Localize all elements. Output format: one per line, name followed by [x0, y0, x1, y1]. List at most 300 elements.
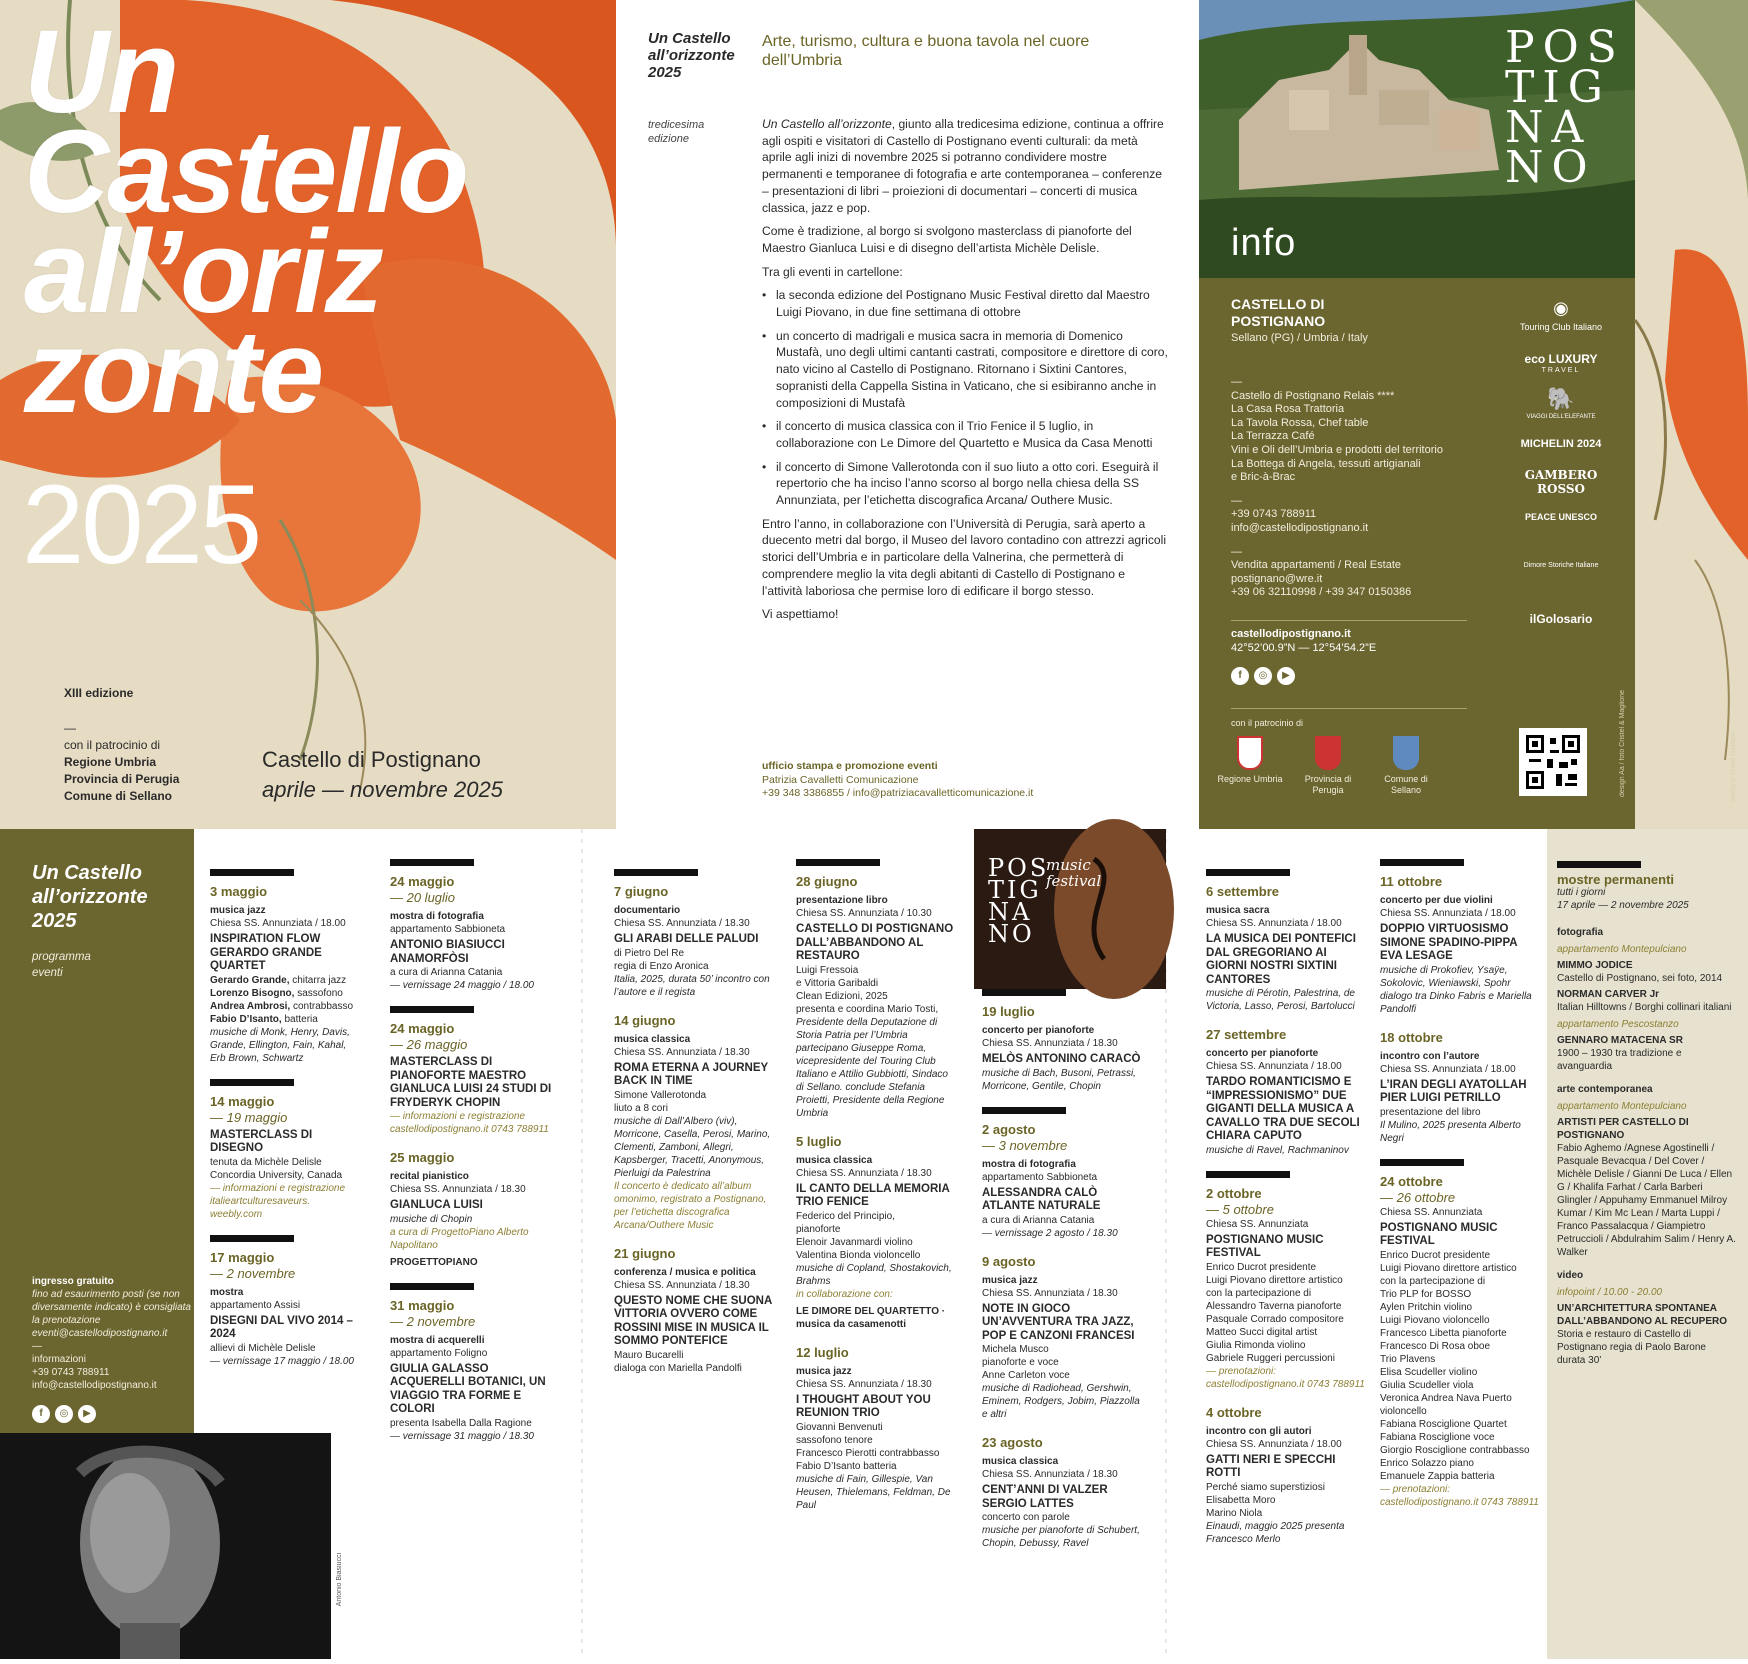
cover-place: Castello di Postignano aprile — novembre 2025	[262, 745, 503, 805]
event-bar	[390, 859, 474, 866]
event-note: musiche di Prokofiev, Ysaÿe, Sokolovic, Wieniawski, Spohr dialogo tra Dinko Fabris e Mariella Pandolfi	[1380, 964, 1532, 1015]
event-detail: Elisabetta Moro	[1206, 1494, 1276, 1506]
crest-provincia: Provincia di Perugia	[1293, 736, 1363, 796]
event-item	[1206, 1171, 1366, 1391]
event-date: 25 maggio	[390, 1150, 455, 1165]
event-category: incontro con gli autori	[1206, 1425, 1312, 1437]
instagram-icon[interactable]: ◎	[1254, 667, 1272, 685]
intro-bullets	[762, 287, 1168, 508]
bust-credit: Antonio Biasiucci	[336, 1553, 343, 1607]
cover-year: 2025	[22, 462, 260, 587]
info-title: info	[1231, 222, 1297, 264]
event-note: musiche di Monk, Henry, Davis, Grande, Ellington, Fain, Kahal, Erb Brown, Schwartz	[210, 1026, 350, 1064]
event-date: 2 agosto	[982, 1121, 1036, 1137]
event-location: Chiesa SS. Annunziata / 18.00	[1206, 1061, 1342, 1072]
mostre-content: mostre permanenti tutti i giorni 17 aprile — 2 novembre 2025 fotografia appartamento Montepulciano MIMMO JODICE Castello di Postignano, sei foto, 2014 NORMAN CARVER Jr Italian Hilltowns / Borghi collinari italiani appartamento Pescostanzo GENNARO MATACENA SR 1900 – 1930 tra tradizione e avanguardia arte contemporanea appartamento Montepulciano ARTISTI PER CASTELLO DI POSTIGNANO Fabio Aghemo /Agnese Agostinelli / Pasquale Bevacqua / Del Cover / Michèle Delisle / Gianni De Luca / Ellen G / Khalifa Farhat / Carla Barberi Glingler / Appuhamy Emmanuel Milroy Kumar / Kim Mc Lean / Marta Luppi / Franco Passalacqua / Giampietro Petruccioli / Abdulrahim Salim / Henry A. Walker video infopoint / 10.00 - 20.00 UN’ARCHITETTURA SPONTANEA DALL’ABBANDONO AL RECUPERO Storia e restauro di Castello di Postignano regia di Paolo Barone durata 30’	[1557, 872, 1736, 1366]
event-item	[796, 1134, 958, 1331]
festival-letters: POS TIG NA NO	[988, 854, 1050, 948]
brand-unesco: PEACE UNESCO	[1524, 512, 1597, 522]
event-title: MASTERCLASS DI PIANOFORTE MAESTRO GIANLUCA LUISI 24 STUDI DI FRYDERYK CHOPIN	[390, 1056, 552, 1109]
mostre-artist: MIMMO JODICE	[1557, 960, 1633, 971]
event-item	[390, 1283, 560, 1443]
event-date: 12 luglio	[796, 1344, 849, 1360]
cover-patronage: — con il patrocinio di Regione Umbria Provincia di Perugia Comune di Sellano	[64, 721, 180, 803]
event-detail: Emanuele Zappia batteria	[1380, 1470, 1495, 1482]
intro-paragraph: Vi aspettiamo!	[762, 607, 839, 622]
event-date: 19 luglio	[982, 1004, 1035, 1019]
event-note: — vernissage 17 maggio / 18.00	[210, 1355, 354, 1367]
event-detail: Valentina Bionda violoncello	[796, 1249, 921, 1261]
event-detail: e Vittoria Garibaldi	[796, 977, 879, 989]
mostre-description: Fabio Aghemo /Agnese Agostinelli / Pasquale Bevacqua / Del Cover / Michèle Delisle / Gianni De Luca / Ellen G / Khalifa Farhat / Carla Barberi Glingler / Appuhamy Emmanuel Milroy Kumar / Kim Mc Lean / Marta Luppi / Franco Passalacqua / Giampietro Petruccioli / Abdulrahim Salim / Henry A. Walker	[1557, 1143, 1736, 1258]
event-detail: Gabriele Ruggeri percussioni	[1206, 1352, 1335, 1364]
event-title: MELÒS ANTONINO CARACÒ	[982, 1053, 1141, 1065]
event-detail: Giulia Scudeller viola	[1380, 1379, 1474, 1391]
event-detail: Clean Edizioni, 2025	[796, 990, 888, 1002]
event-date: 18 ottobre	[1380, 1029, 1443, 1045]
program-column	[1380, 859, 1540, 1523]
event-detail: Elenoir Javanmardi violino	[796, 1236, 913, 1248]
event-title: IL CANTO DELLA MEMORIA TRIO FENICE	[796, 1182, 950, 1208]
event-location: Chiesa SS. Annunziata / 18.30	[982, 1287, 1118, 1299]
event-category: recital pianistico	[390, 1171, 469, 1182]
event-detail: allievi di Michèle Delisle	[210, 1342, 316, 1354]
event-item	[614, 869, 774, 999]
event-end-date: — 2 novembre	[210, 1265, 296, 1281]
event-detail: Trio PLP for BOSSO	[1380, 1288, 1472, 1300]
touring-logo-icon: ◉	[1553, 298, 1569, 318]
event-category: documentario	[614, 905, 681, 916]
event-end-date: — 26 maggio	[390, 1037, 468, 1052]
event-bar	[1206, 869, 1290, 876]
event-detail: a cura di Arianna Catania	[390, 967, 503, 978]
event-note: musiche di Radiohead, Gershwin, Eminem, Rodgers, Jobim, Piazzolla e altri	[982, 1383, 1140, 1420]
event-bar	[210, 869, 294, 876]
cover-title-line: all’oriz	[24, 206, 382, 338]
event-item	[390, 1150, 560, 1269]
patron: Provincia di Perugia	[64, 772, 180, 786]
event-item	[982, 1107, 1147, 1240]
cover-edition: XIII edizione	[64, 686, 134, 700]
permanent-exhibitions	[1547, 829, 1748, 1659]
event-partner-logo: LE DIMORE DEL QUARTETTO · musica da casamenotti	[796, 1305, 946, 1330]
castle-name: CASTELLO DI POSTIGNANO	[1231, 296, 1326, 329]
event-detail: presenta e coordina Mario Tosti,	[796, 1003, 939, 1015]
brand-ecoluxury: eco LUXURY	[1524, 352, 1598, 366]
brand-logos: ◉ Touring Club Italiano eco LUXURY TRAVEL 🐘 VIAGGI DELL’ELEFANTE MICHELIN 2024 GAMBERO ROSSO PEACE UNESCO Dimore Storiche Italiane ilGolosario	[1501, 0, 1621, 640]
event-detail: Aylen Pritchin violino	[1380, 1301, 1473, 1313]
event-location: Chiesa SS. Annunziata / 10.30	[796, 908, 932, 919]
info-patronage: con il patrocinio di	[1231, 718, 1304, 728]
event-item	[982, 1254, 1147, 1422]
event-performer: Fabio D’Isanto, batteria	[210, 1013, 318, 1025]
event-title: DISEGNI DAL VIVO 2014 – 2024	[210, 1314, 353, 1340]
event-booking-info: in collaborazione con:	[796, 1288, 893, 1300]
cover-title-line: Castello	[24, 106, 468, 238]
program-subtitle: programma eventi	[32, 951, 91, 979]
phone-link[interactable]: +39 0743 788911	[1231, 508, 1317, 521]
mostre-title: mostre permanenti	[1557, 872, 1675, 887]
event-item	[1380, 1159, 1540, 1509]
event-title: DOPPIO VIRTUOSISMO SIMONE SPADINO-PIPPA EVA LESAGE	[1380, 923, 1518, 962]
program-column	[796, 859, 958, 1526]
event-detail: Simone Vallerotonda	[614, 1089, 707, 1101]
program-column	[614, 869, 774, 1389]
event-detail: Elisa Scudeller violino	[1380, 1366, 1478, 1378]
event-location: appartamento Foligno	[390, 1347, 488, 1359]
event-note: musiche di Copland, Shostakovich, Brahms	[796, 1262, 952, 1287]
event-location: Chiesa SS. Annunziata / 18.30	[982, 1038, 1118, 1049]
youtube-icon[interactable]: ▶	[1277, 667, 1295, 685]
press-contact-link[interactable]: +39 348 3386855 / info@patriziacavalletticomunicazione.it	[762, 787, 1034, 799]
mostre-artist: GENNARO MATACENA SR	[1557, 1035, 1683, 1046]
event-performer: Gerardo Grande, chitarra jazz	[210, 974, 347, 986]
event-detail: Fabio D’Isanto batteria	[796, 1460, 897, 1472]
event-title: GATTI NERI E SPECCHI ROTTI	[1206, 1453, 1336, 1479]
event-end-date: — 3 novembre	[982, 1137, 1068, 1153]
event-note: Presidente della Deputazione di Storia Patria per l’Umbria partecipano Giuseppe Roma, vicepresidente del Touring Club Italiano e Attilio Gubbiotti, Sindaco di Sellano. conclude Stefania Proietti, Presidente della Regione Umbria	[796, 1016, 948, 1119]
event-detail: Marino Niola	[1206, 1507, 1263, 1519]
crest-comune: Comune di Sellano	[1371, 736, 1441, 796]
event-title: MASTERCLASS DI DISEGNO	[210, 1128, 313, 1154]
intro-paragraph: Come è tradizione, al borgo si svolgono masterclass di pianoforte del Maestro Gianluca Luisi e di disegno dell’artista Michèle Delisle.	[762, 224, 1132, 255]
event-location: Chiesa SS. Annunziata / 18.00	[210, 918, 346, 929]
mostre-place: infopoint / 10.00 - 20.00	[1557, 1287, 1663, 1298]
event-title: POSTIGNANO MUSIC FESTIVAL	[1380, 1221, 1498, 1247]
divider	[1231, 708, 1467, 709]
mostre-section-heading: video	[1557, 1270, 1584, 1281]
website-block	[1231, 627, 1376, 655]
mostre-description: Italian Hilltowns / Borghi collinari italiani	[1557, 1002, 1732, 1013]
intro-bullet: • un concerto di madrigali e musica sacra in memoria di Domenico Mustafà, uno degli ultimi cantanti castrati, compositore e direttore di coro, nato vicino al Castello di Postignano. Ritornano i Sixtini Cantores, sopranisti della Cappella Sistina in Vaticano, che si esibiranno anche in composizioni di Mustafà	[762, 328, 1168, 412]
event-location: Chiesa SS. Annunziata / 18.30	[796, 1378, 932, 1390]
mostre-description: Castello di Postignano, sei foto, 2014	[1557, 973, 1723, 984]
event-item	[614, 1013, 774, 1232]
event-category: musica classica	[982, 1456, 1059, 1467]
event-detail: tenuta da Michèle Delisle	[210, 1156, 322, 1168]
event-item	[210, 1235, 360, 1368]
event-category: conferenza / musica e politica	[614, 1266, 756, 1278]
event-title: INSPIRATION FLOW GERARDO GRANDE QUARTET	[210, 933, 322, 972]
cover-dates: aprile — novembre 2025	[262, 777, 503, 802]
crest-icon	[1315, 736, 1341, 770]
event-category: musica classica	[796, 1154, 873, 1166]
event-date: 2 ottobre	[1206, 1185, 1262, 1201]
event-date: 4 ottobre	[1206, 1404, 1262, 1420]
event-location: Chiesa SS. Annunziata / 18.00	[1380, 908, 1516, 919]
event-location: Chiesa SS. Annunziata / 18.00	[1206, 918, 1342, 929]
event-item	[1380, 1030, 1540, 1145]
mostre-bar	[1557, 861, 1641, 868]
event-note: Il Mulino, 2025 presenta Alberto Negri	[1380, 1119, 1521, 1144]
event-location: Chiesa SS. Annunziata / 18.00	[1380, 1063, 1516, 1075]
event-category: musica sacra	[1206, 905, 1270, 916]
event-location: Chiesa SS. Annunziata / 18.30	[614, 1046, 750, 1058]
event-location: appartamento Assisi	[210, 1299, 301, 1311]
mostre-description: Storia e restauro di Castello di Postignano regia di Paolo Barone durata 30’	[1557, 1329, 1706, 1366]
event-detail: regia di Enzo Aronica	[614, 960, 709, 972]
mostre-description: 1900 – 1930 tra tradizione e avanguardia	[1557, 1048, 1682, 1072]
event-item	[390, 859, 560, 992]
event-detail: Federico del Principio,	[796, 1210, 895, 1222]
event-title: GIULIA GALASSO ACQUERELLI BOTANICI, UN VIAGGIO TRA FORME E COLORI	[390, 1362, 546, 1415]
event-end-date: — 20 luglio	[390, 890, 456, 905]
event-location: Chiesa SS. Annunziata / 18.30	[390, 1184, 526, 1195]
intro-bullet: • la seconda edizione del Postignano Music Festival diretto dal Maestro Luigi Piovano, in due fine settimana di ottobre	[762, 287, 1168, 320]
event-title: QUESTO NOME CHE SUONA VITTORIA OVVERO COME ROSSINI MISE IN MUSICA IL SOMMO PONTEFICE	[614, 1294, 772, 1347]
event-item	[796, 1345, 958, 1512]
services-list: — Castello di Postignano Relais **** La Casa Rosa Trattoria La Tavola Rossa, Chef table La Terrazza Café Vini e Oli dell’Umbria e prodotti del territorio La Bottega di Angela, tessuti artigianali e Bric-à-Brac — +39 0743 788911 info@castellodipostignano.it — Vendita appartamenti / Real Estate postignano@wre.it +39 06 32110998 / +39 347 0150386	[1231, 376, 1471, 600]
event-date: 23 agosto	[982, 1435, 1043, 1450]
event-item	[614, 1246, 774, 1375]
event-title: CENT’ANNI DI VALZER SERGIO LATTES	[982, 1484, 1108, 1510]
event-item	[1206, 1027, 1366, 1157]
event-detail: Fabiana Rosciglione Quartet	[1380, 1418, 1507, 1430]
event-note: musiche per pianoforte di Schubert, Chopin, Debussy, Ravel	[982, 1525, 1140, 1549]
event-bar	[982, 1107, 1066, 1114]
event-booking-info: — informazioni e registrazione castellodipostignano.it 0743 788911	[390, 1111, 549, 1135]
facebook-icon[interactable]: f	[1231, 667, 1249, 685]
event-item	[1380, 859, 1540, 1016]
event-item	[1206, 1405, 1366, 1546]
event-detail: Giorgio Rosciglione contrabbasso	[1380, 1444, 1530, 1456]
event-note: musiche di Chopin	[390, 1213, 473, 1225]
intro-heading: Un Castello all’orizzonte 2025	[648, 30, 735, 81]
event-category: mostra di fotografia	[982, 1158, 1076, 1170]
event-end-date: — 5 ottobre	[1206, 1201, 1274, 1217]
event-bar	[210, 1079, 294, 1086]
cover-title-line: zonte	[24, 306, 323, 438]
cover-title	[24, 6, 584, 438]
event-bar	[796, 859, 880, 866]
event-detail: con la partecipazione di	[1380, 1275, 1486, 1287]
crest-regione: Regione Umbria	[1215, 736, 1285, 785]
event-note: musiche di Ravel, Rachmaninov	[1206, 1144, 1349, 1156]
event-bar	[1380, 1159, 1464, 1166]
event-title: ANTONIO BIASIUCCI ANAMORFÒSI	[390, 939, 505, 965]
mostre-place: appartamento Montepulciano	[1557, 944, 1687, 955]
program-column	[210, 869, 360, 1382]
event-item	[982, 989, 1147, 1093]
event-category: musica jazz	[210, 905, 266, 916]
event-booking-info: a cura di ProgettoPiano Alberto Napolitano	[390, 1226, 529, 1251]
event-category: mostra di acquerelli	[390, 1334, 485, 1346]
patron: Regione Umbria	[64, 755, 157, 769]
event-category: musica classica	[614, 1033, 691, 1045]
event-location: Chiesa SS. Annunziata / 18.30	[982, 1469, 1118, 1480]
brand-michelin: MICHELIN 2024	[1520, 438, 1602, 450]
event-title: ALESSANDRA CALÒ ATLANTE NATURALE	[982, 1186, 1101, 1212]
event-note: musiche di Pérotin, Palestrina, de Victoria, Lasso, Perosi, Bartolucci	[1206, 988, 1355, 1012]
event-category: concerto per pianoforte	[1206, 1048, 1319, 1059]
event-detail: Giovanni Benvenuti	[796, 1421, 883, 1433]
brand-golosario: ilGolosario	[1529, 612, 1593, 626]
website-link[interactable]: castellodipostignano.it	[1231, 628, 1351, 640]
program-info: ingresso gratuito fino ad esaurimento posti (se non diversamente indicato) è consigliata la prenotazione eventi@castellodipostignano.it — informazioni +39 0743 788911 info@castellodipostignano.it	[32, 1276, 191, 1391]
event-date: 24 maggio	[390, 874, 455, 889]
event-category: incontro con l’autore	[1380, 1050, 1480, 1062]
event-title: I THOUGHT ABOUT YOU REUNION TRIO	[796, 1393, 931, 1419]
event-detail: Giulia Rimonda violino	[1206, 1339, 1306, 1351]
event-detail: Francesco Pierotti contrabbasso	[796, 1447, 940, 1459]
event-end-date: — 26 ottobre	[1380, 1189, 1456, 1205]
event-date: 24 maggio	[390, 1021, 455, 1036]
intro-bullet: • il concerto di musica classica con il Trio Fenice il 5 luglio, in collaborazione con Le Dimore del Quartetto e Musica da Casa Menotti	[762, 418, 1168, 451]
coordinates: 42°52’00.9”N — 12°54’54.2”E	[1231, 642, 1377, 654]
event-title: TARDO ROMANTICISMO E “IMPRESSIONISMO” DUE GIGANTI DELLA MUSICA A CAVALLO TRA DUE SECOLI CHIARA CAPUTO	[1206, 1076, 1360, 1142]
event-location: Chiesa SS. Annunziata	[1206, 1218, 1309, 1230]
event-detail: Perché siamo superstiziosi	[1206, 1481, 1325, 1493]
facebook-icon[interactable]: f	[32, 1405, 50, 1423]
event-detail: Luigi Fressoia	[796, 964, 859, 976]
event-date: 11 ottobre	[1380, 874, 1443, 889]
event-detail: Concordia University, Canada	[210, 1169, 343, 1181]
intro-body	[762, 116, 1168, 630]
event-performer: Lorenzo Bisogno, sassofono	[210, 987, 343, 999]
event-booking-info: — informazioni e registrazione italieartculturesaveurs. weebly.com	[210, 1182, 346, 1220]
event-detail: Luigi Piovano violoncello	[1380, 1314, 1490, 1326]
event-bar	[1206, 1171, 1290, 1178]
mostre-sections	[1557, 926, 1737, 1367]
intro-panel	[616, 0, 1199, 829]
intro-paragraph: Un Castello all’orizzonte, giunto alla tredicesima edizione, continua a offrire agli ospiti e visitatori di Castello di Postignano eventi culturali: da metà aprile agli inizi di novembre 2025 si potranno condividere mostre permanenti e temporanee di fotografia e arte contemporanea – conferenze – presentazioni di libri – proiezioni di documentari – concerti di musica classica, jazz e pop.	[762, 117, 1164, 215]
info-panel	[1199, 0, 1635, 829]
event-detail: Veronica Andrea Nava Puerto violoncello	[1380, 1392, 1512, 1417]
email-link[interactable]: info@castellodipostignano.it	[1231, 521, 1369, 534]
event-date: 6 settembre	[1206, 884, 1279, 899]
event-date: 31 maggio	[390, 1297, 455, 1313]
intro-paragraph: Tra gli eventi in cartellone:	[762, 264, 903, 279]
event-booking-info: Il concerto è dedicato all’album omonimo, registrato a Postignano, per l’etichetta discografica Arcana/Outhere Music	[614, 1180, 767, 1231]
event-bar	[614, 869, 698, 876]
instagram-icon[interactable]: ◎	[55, 1405, 73, 1423]
program-column	[982, 989, 1147, 1564]
crest-icon	[1393, 736, 1419, 770]
event-detail: Enrico Ducrot presidente	[1380, 1249, 1491, 1261]
event-category: musica jazz	[982, 1274, 1038, 1286]
illustration-credit: disegno Giulia Galasso	[1730, 730, 1737, 802]
mostre-place: appartamento Montepulciano	[1557, 1101, 1687, 1112]
event-date: 7 giugno	[614, 884, 669, 899]
event-date: 5 luglio	[796, 1133, 842, 1149]
event-detail: Fabiana Rosciglione voce	[1380, 1431, 1495, 1443]
event-date: 27 settembre	[1206, 1027, 1287, 1042]
event-detail: Alessandro Taverna pianoforte	[1206, 1300, 1342, 1312]
mostre-section-heading: arte contemporanea	[1557, 1084, 1653, 1095]
qr-code[interactable]	[1519, 728, 1587, 796]
press-office: ufficio stampa e promozione eventi Patrizia Cavalletti Comunicazione +39 348 3386855 / info@patriziacavalletticomunicazione.it	[762, 760, 1034, 799]
event-end-date: — 19 maggio	[210, 1109, 288, 1125]
event-date: 9 agosto	[982, 1253, 1036, 1269]
brand-gambero: GAMBERO ROSSO	[1524, 468, 1598, 496]
design-credit: design Aa / foto Cristel & Maglione	[1619, 690, 1626, 798]
mostre-artist: UN’ARCHITETTURA SPONTANEA DALL’ABBANDONO AL RECUPERO	[1557, 1303, 1728, 1327]
event-date: 21 giugno	[614, 1245, 676, 1261]
realestate-email-link[interactable]: postignano@wre.it	[1231, 572, 1323, 585]
event-date: 28 giugno	[796, 874, 858, 889]
festival-label: music festival	[1046, 856, 1102, 890]
event-location: Chiesa SS. Annunziata / 18.30	[796, 1167, 932, 1179]
event-item	[210, 1079, 360, 1221]
event-note: Italia, 2025, durata 50’ incontro con l’autore e il regista	[614, 973, 770, 998]
event-title: GLI ARABI DELLE PALUDI	[614, 933, 759, 945]
event-bar	[982, 989, 1066, 996]
castle-location: Sellano (PG) / Umbria / Italy	[1231, 332, 1368, 344]
intro-subtitle: Arte, turismo, cultura e buona tavola nel cuore dell’Umbria	[762, 33, 1090, 69]
program-title: Un Castello all’orizzonte 2025	[32, 862, 148, 932]
event-title: CASTELLO DI POSTIGNANO DALL’ABBANDONO AL RESTAURO	[796, 923, 954, 962]
event-item	[1206, 869, 1366, 1013]
event-detail: pianoforte	[796, 1223, 841, 1235]
event-category: mostra di fotografia	[390, 911, 484, 922]
event-location: appartamento Sabbioneta	[982, 1171, 1098, 1183]
program-column	[390, 859, 560, 1457]
event-detail: Pasquale Corrado compositore	[1206, 1313, 1344, 1325]
event-note: musiche di Fain, Gillespie, Van Heusen, Thielemans, Feldman, De Paul	[796, 1473, 951, 1511]
event-date: 14 maggio	[210, 1093, 275, 1109]
event-title: POSTIGNANO MUSIC FESTIVAL	[1206, 1233, 1324, 1259]
patron: Comune di Sellano	[64, 789, 173, 803]
program-phone-link[interactable]: +39 0743 788911	[32, 1367, 110, 1378]
event-location: appartamento Sabbioneta	[390, 924, 506, 935]
event-detail: Matteo Succi digital artist	[1206, 1326, 1318, 1338]
event-detail: presentazione del libro	[1380, 1106, 1481, 1118]
event-item	[796, 859, 958, 1120]
event-title: L’IRAN DEGLI AYATOLLAH PIER LUIGI PETRILLO	[1380, 1078, 1527, 1104]
event-location: Chiesa SS. Annunziata	[1380, 1206, 1483, 1218]
mostre-artist: ARTISTI PER CASTELLO DI POSTIGNANO	[1557, 1117, 1689, 1141]
cover-panel	[0, 0, 616, 829]
event-detail: concerto con parole	[982, 1512, 1070, 1523]
event-note: — vernissage 31 maggio / 18.30	[390, 1430, 534, 1442]
intro-paragraph: Entro l’anno, in collaborazione con l’Università di Perugia, sarà aperto a duecento metri dal borgo, il Museo del lavoro contadino con attrezzi agricoli storici dell’Umbria e in particolare della Valnerina, che permetterà di comprendere meglio la vita degli abitanti di Castello di Postignano e l’attività laboriosa che permise loro di edificare il borgo stesso.	[762, 516, 1167, 598]
event-date: 14 giugno	[614, 1012, 676, 1028]
event-booking-info: — prenotazioni: castellodipostignano.it 0743 788911	[1380, 1483, 1539, 1508]
brand-dimore: Dimore Storiche Italiane	[1523, 562, 1599, 569]
event-category: presentazione libro	[796, 895, 888, 906]
event-bar	[390, 1283, 474, 1290]
event-detail: Enrico Ducrot presidente	[1206, 1261, 1317, 1273]
youtube-icon[interactable]: ▶	[78, 1405, 96, 1423]
event-detail: Luigi Piovano direttore artistico	[1380, 1262, 1517, 1274]
event-note: — vernissage 24 maggio / 18.00	[390, 980, 534, 991]
event-title: LA MUSICA DEI PONTEFICI DAL GREGORIANO AI GIORNI NOSTRI SIXTINI CANTORES	[1206, 933, 1356, 986]
event-category: mostra	[210, 1286, 244, 1298]
event-detail: Enrico Solazzo piano	[1380, 1457, 1474, 1469]
social-icons	[1231, 665, 1301, 685]
event-category: concerto per due violini	[1380, 895, 1493, 906]
event-title: NOTE IN GIOCO UN’AVVENTURA TRA JAZZ, POP E CANZONI FRANCESI	[982, 1302, 1135, 1342]
flower-strip-illustration	[1635, 0, 1748, 829]
event-date: 24 ottobre	[1380, 1173, 1443, 1189]
event-note: musiche di Bach, Busoni, Petrassi, Morricone, Gentile, Chopin	[982, 1067, 1136, 1092]
event-title: ROMA ETERNA A JOURNEY BACK IN TIME	[614, 1061, 768, 1087]
event-bar	[210, 1235, 294, 1242]
brand-touring: Touring Club Italiano	[1519, 322, 1603, 332]
music-festival-logo	[974, 829, 1166, 989]
event-detail: con la partecipazione di	[1206, 1287, 1312, 1299]
event-detail: Francesco Libetta pianoforte	[1380, 1327, 1507, 1339]
event-detail: Trio Plavens	[1380, 1353, 1436, 1365]
event-location: Chiesa SS. Annunziata / 18.00	[1206, 1438, 1342, 1450]
mostre-section-heading: fotografia	[1557, 927, 1604, 938]
program-email-link[interactable]: info@castellodipostignano.it	[32, 1380, 157, 1391]
event-category: musica jazz	[796, 1365, 852, 1377]
event-location: Chiesa SS. Annunziata / 18.30	[614, 1279, 750, 1291]
event-detail: Francesco Di Rosa oboe	[1380, 1340, 1491, 1352]
event-detail: dialoga con Mariella Pandolfi	[614, 1362, 742, 1374]
cover-title-line: Un	[24, 6, 178, 138]
